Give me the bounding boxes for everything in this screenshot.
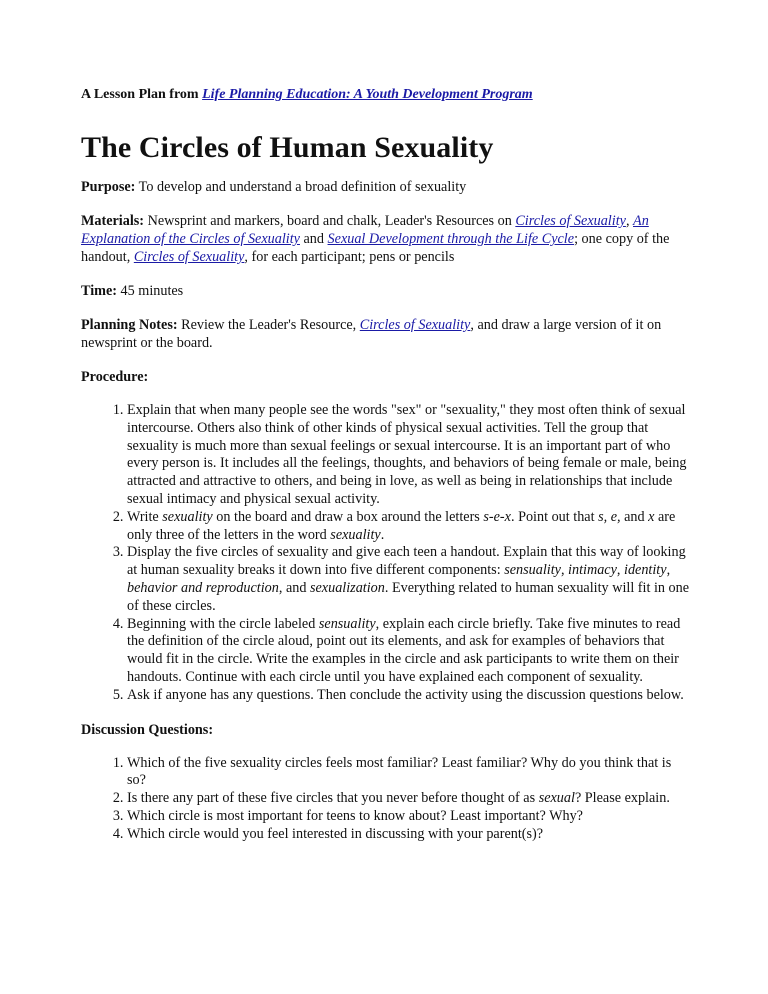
- step-text: on the board and draw a box around the letters: [212, 508, 484, 525]
- step-text: . Everything related to human sexuality will fit in one of these circles.: [127, 579, 690, 614]
- step-emphasis: sexualization: [309, 579, 385, 596]
- step-text: , explain each circle briefly. Take five minutes to read the definition of the circle aloud, point out its elements, and ask for examples of behaviors that would fit in the circle. Write the examples in the circle and ask participants to write them on their handouts. Continue with each circle until you have explained each component of sexuality.: [127, 615, 681, 685]
- step-emphasis: sensuality: [504, 562, 561, 579]
- materials-label: Materials:: [81, 213, 145, 229]
- step-text: are only three of the letters in the word: [127, 508, 676, 543]
- planning-notes-section: [81, 316, 691, 352]
- discussion-heading: [81, 721, 691, 739]
- materials-text: , for each participant; pens or pencils: [244, 249, 455, 265]
- purpose-label: Purpose:: [81, 179, 136, 195]
- list-item: 1. Which of the five sexuality circles feels most familiar? Least familiar? Why do you think that is so?: [127, 755, 691, 791]
- discussion-label: Discussion Questions:: [81, 721, 214, 738]
- step-text: .: [380, 526, 385, 543]
- discussion-list: [81, 755, 691, 844]
- list-item: [127, 616, 691, 687]
- procedure-label: Procedure:: [81, 369, 149, 385]
- planning-label: Planning Notes:: [81, 317, 178, 333]
- step-text: Display the five circles of sexuality and give each teen a handout. Explain that this way of looking at human sexuality breaks it down into five different components:: [127, 544, 686, 579]
- step-text: Write: [127, 508, 163, 525]
- leader-resource-link[interactable]: Circles of Sexuality: [359, 317, 471, 333]
- list-item: [127, 509, 691, 545]
- step-emphasis: sensuality: [318, 615, 376, 632]
- materials-section: [81, 212, 691, 266]
- program-link[interactable]: Life Planning Education: A Youth Development Program: [202, 87, 533, 102]
- page-title: The Circles of Human Sexuality: [81, 131, 494, 164]
- source-prefix: A Lesson Plan from: [81, 87, 203, 102]
- question-text: ? Please explain.: [574, 790, 670, 807]
- list-item: 3. Which circle is most important for teens to know about? Least important? Why?: [127, 808, 691, 826]
- procedure-list: [81, 402, 691, 705]
- step-text: Beginning with the circle labeled: [127, 615, 319, 632]
- list-item: 1. Explain that when many people see the words "sex" or "sexuality," they most often think of sexual intercourse. Others also think of other kinds of physical sexual activities. Tell the group that sexuality is much more than sexual feelings or sexual intercourse. It is an important part of who every person is. It includes all the feelings, thoughts, and behaviors of being female or male, being attracted and attractive to others, and being in love, as well as being in relationships that include sexual intimacy and physical sexual activity.: [127, 402, 691, 509]
- step-text: ,: [560, 562, 569, 579]
- source-line: [81, 86, 691, 104]
- step-emphasis: sexuality: [162, 508, 213, 525]
- planning-text: Review the Leader's Resource,: [177, 317, 360, 333]
- step-emphasis: s-e-x: [483, 508, 511, 525]
- materials-text: ,: [625, 213, 634, 229]
- procedure-heading: [81, 368, 691, 386]
- question-text: Is there any part of these five circles that you never before thought of as: [127, 790, 539, 807]
- step-text: . Point out that: [510, 508, 599, 525]
- explanation-link[interactable]: An Explanation of the Circles of Sexuality: [81, 213, 649, 247]
- step-emphasis: x: [648, 508, 655, 525]
- question-emphasis: sexual: [538, 790, 575, 807]
- step-emphasis: identity: [624, 562, 667, 579]
- step-emphasis: s, e,: [598, 508, 621, 525]
- time-section: [81, 282, 691, 300]
- sexual-development-link[interactable]: Sexual Development through the Life Cycle: [327, 231, 575, 247]
- planning-text: , and draw a large version of it on newsprint or the board.: [81, 317, 662, 351]
- step-text: ,: [666, 562, 671, 579]
- purpose-section: [81, 178, 691, 196]
- time-text: 45 minutes: [117, 283, 184, 299]
- time-label: Time:: [81, 283, 117, 299]
- materials-text: and: [299, 231, 328, 247]
- handout-link[interactable]: Circles of Sexuality: [133, 249, 245, 265]
- step-text: and: [620, 508, 649, 525]
- step-text: ,: [616, 562, 624, 579]
- step-emphasis: intimacy: [568, 562, 617, 579]
- lesson-plan: [81, 86, 691, 844]
- step-emphasis: behavior and reproduction: [127, 579, 279, 596]
- list-item: [127, 790, 691, 808]
- circles-of-sexuality-link[interactable]: Circles of Sexuality: [515, 213, 626, 229]
- step-text: , and: [278, 579, 310, 596]
- materials-text: Newsprint and markers, board and chalk, Leader's Resources on: [144, 213, 516, 229]
- list-item: [127, 544, 691, 615]
- list-item: 5. Ask if anyone has any questions. Then conclude the activity using the discussion questions below.: [127, 687, 691, 705]
- step-emphasis: sexuality: [330, 526, 381, 543]
- purpose-text: To develop and understand a broad definition of sexuality: [135, 179, 467, 195]
- materials-text: ; one copy of the handout,: [81, 231, 670, 265]
- list-item: 4. Which circle would you feel interested in discussing with your parent(s)?: [127, 826, 691, 844]
